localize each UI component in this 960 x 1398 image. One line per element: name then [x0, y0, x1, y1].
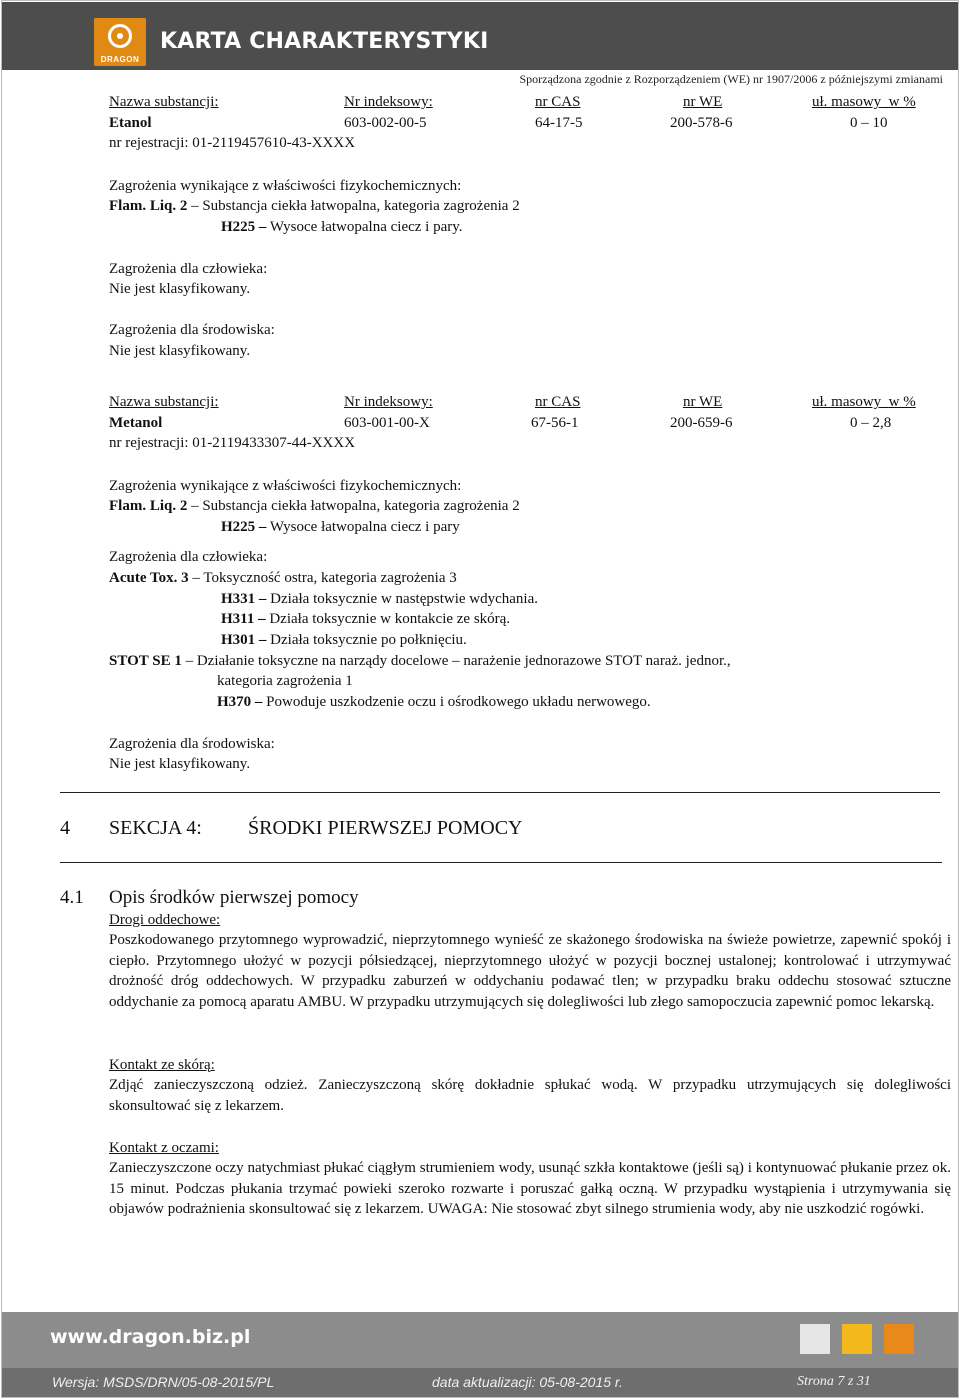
stot-se: STOT SE 1 – Działanie toksyczne na narządy docelowe – narażenie jednorazowe STOT naraż. jednor., — [109, 653, 731, 669]
substance-name: Metanol — [109, 415, 163, 431]
header-name: Nazwa substancji: — [109, 94, 219, 110]
square-yellow-icon — [842, 1324, 872, 1354]
header-index: Nr indeksowy: — [344, 394, 433, 410]
subsection-number: 4.1 — [60, 887, 84, 908]
substance-we: 200-578-6 — [670, 115, 733, 131]
skin-text: Zdjąć zanieczyszczoną odzież. Zanieczyszczoną skórę dokładnie spłukać wodą. W przypadku utrzymujących się dolegliwości skonsultować się z lekarzem. — [109, 1077, 951, 1114]
substance-name: Etanol — [109, 115, 152, 131]
human-heading: Zagrożenia dla człowieka: — [109, 261, 268, 277]
registration-number: nr rejestracji: 01-2119457610-43-XXXX — [109, 135, 356, 151]
square-orange-icon — [884, 1324, 914, 1354]
header-name: Nazwa substancji: — [109, 394, 219, 410]
header-cas: nr CAS — [535, 94, 581, 110]
substance-mass: 0 – 2,8 — [850, 415, 892, 431]
regulation-note: Sporządzona zgodnie z Rozporządzeniem (WE) nr 1907/2006 z późniejszymi zmianami — [519, 72, 943, 86]
h301: H301 – Działa toksycznie po połknięciu. — [221, 632, 467, 648]
footer-page: Strona 7 z 31 — [797, 1374, 871, 1389]
substance-cas: 67-56-1 — [531, 415, 579, 431]
human-heading: Zagrożenia dla człowieka: — [109, 549, 268, 565]
header-cas: nr CAS — [535, 394, 581, 410]
eye-heading: Kontakt z oczami: — [109, 1140, 219, 1156]
phys-heading: Zagrożenia wynikające z właściwości fizykochemicznych: — [109, 178, 462, 194]
phys-h225: H225 – Wysoce łatwopalna ciecz i pary — [221, 519, 460, 535]
h370: H370 – Powoduje uszkodzenie oczu i ośrodkowego układu nerwowego. — [217, 694, 651, 710]
section-label: SEKCJA 4: — [109, 817, 202, 839]
document-title: KARTA CHARAKTERYSTYKI — [160, 29, 489, 54]
substance-cas: 64-17-5 — [535, 115, 583, 131]
human-text: Nie jest klasyfikowany. — [109, 281, 251, 297]
header-mass: uł. masowy w % — [812, 394, 916, 410]
footer-updated: data aktualizacji: 05-08-2015 r. — [432, 1374, 623, 1390]
phys-h225: H225 – Wysoce łatwopalna ciecz i pary. — [221, 219, 463, 235]
section-title: ŚRODKI PIERWSZEJ POMOCY — [248, 817, 523, 839]
divider-bottom — [60, 862, 942, 863]
dragon-logo-icon — [108, 24, 132, 48]
header-mass: uł. masowy w % — [812, 94, 916, 110]
substance-we: 200-659-6 — [670, 415, 733, 431]
logo-text: DRAGON — [100, 55, 140, 64]
respiratory-heading: Drogi oddechowe: — [109, 912, 221, 928]
env-heading: Zagrożenia dla środowiska: — [109, 322, 275, 338]
substance-index: 603-001-00-X — [344, 415, 430, 431]
h311: H311 – Działa toksycznie w kontakcie ze skórą. — [221, 611, 511, 627]
square-light-icon — [800, 1324, 830, 1354]
header-index: Nr indeksowy: — [344, 94, 433, 110]
acute-tox: Acute Tox. 3 – Toksyczność ostra, kategoria zagrożenia 3 — [109, 570, 457, 586]
subsection-title: Opis środków pierwszej pomocy — [109, 887, 359, 908]
footer-version: Wersja: MSDS/DRN/05-08-2015/PL — [52, 1374, 275, 1390]
stot-category: kategoria zagrożenia 1 — [217, 673, 353, 689]
dragon-logo — [94, 18, 146, 66]
eye-text: Zanieczyszczone oczy natychmiast płukać ciągłym strumieniem wody, usunąć szkła kontaktowe (jeśli są) i kontynuować płukanie przez ok. 15 minut. Podczas płukania trzymać powieki szeroko rozwarte i poruszać gałką oczną. W przypadku wystąpienia i utrzymywania się objawów podrażnienia skonsultować się z lekarzem. UWAGA: Nie stosować zbyt silnego strumienia wody, aby nie uszkodzić rogówki. — [109, 1160, 951, 1218]
h331: H331 – Działa toksycznie w następstwie wdychania. — [221, 591, 538, 607]
header-we: nr WE — [683, 394, 723, 410]
phys-class: Flam. Liq. 2 – Substancja ciekła łatwopalna, kategoria zagrożenia 2 — [109, 498, 520, 514]
phys-class: Flam. Liq. 2 – Substancja ciekła łatwopalna, kategoria zagrożenia 2 — [109, 198, 520, 214]
env-text: Nie jest klasyfikowany. — [109, 756, 251, 772]
header-we: nr WE — [683, 94, 723, 110]
env-heading: Zagrożenia dla środowiska: — [109, 736, 275, 752]
env-text: Nie jest klasyfikowany. — [109, 343, 251, 359]
skin-heading: Kontakt ze skórą: — [109, 1057, 215, 1073]
registration-number: nr rejestracji: 01-2119433307-44-XXXX — [109, 435, 356, 451]
respiratory-text: Poszkodowanego przytomnego wyprowadzić, nieprzytomnego wynieść ze skażonego środowiska na świeże powietrze, zapewnić spokój i ciepło. Przytomnego ułożyć w pozycji półsiedzącej, nieprzytomnego ułożyć w pozycji bocznej ustalonej; kontrolować i utrzymywać drożność dróg oddechowych. W przypadku zaburzeń w oddychaniu podawać tlen; w przypadku braku oddechu stosować sztuczne oddychanie za pomocą aparatu AMBU. W przypadku utrzymujących się dolegliwości lub złego samopoczucia zapewnić pomoc lekarską. — [109, 932, 951, 1010]
website-link[interactable]: www.dragon.biz.pl — [50, 1326, 251, 1348]
phys-heading: Zagrożenia wynikające z właściwości fizykochemicznych: — [109, 478, 462, 494]
section-number: 4 — [60, 817, 70, 839]
substance-mass: 0 – 10 — [850, 115, 888, 131]
divider-top — [60, 792, 940, 793]
substance-index: 603-002-00-5 — [344, 115, 427, 131]
